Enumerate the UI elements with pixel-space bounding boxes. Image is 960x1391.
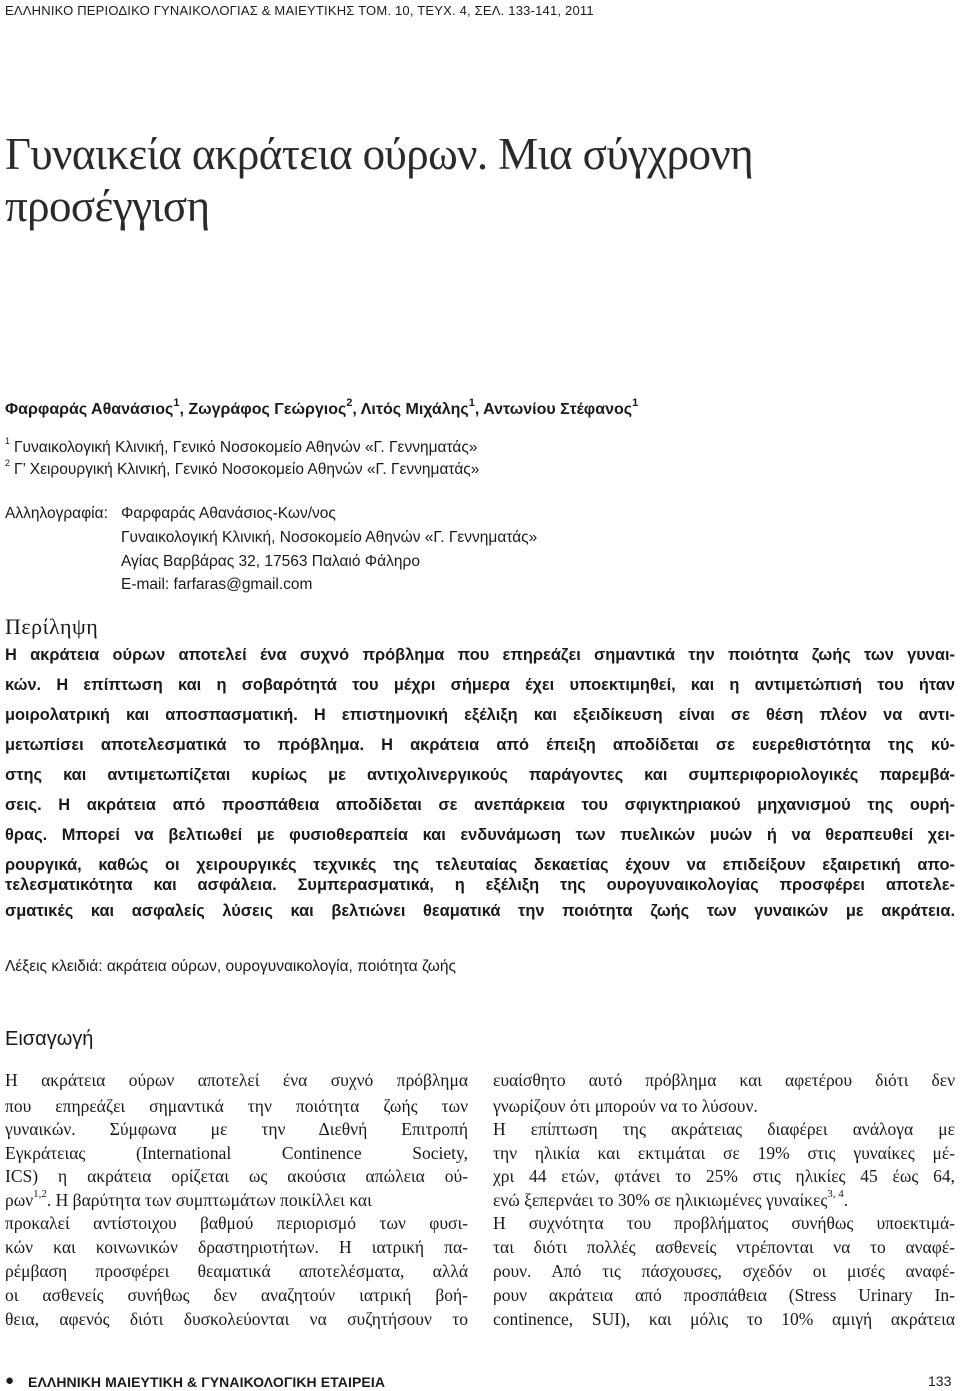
footer-bullet-icon: ● <box>5 1372 15 1389</box>
correspondence-email[interactable]: E-mail: farfaras@gmail.com <box>121 576 313 593</box>
citation: 3, 4 <box>827 1188 844 1201</box>
author-affiliation-mark: 2 <box>346 396 353 409</box>
abstract-line: στης και αντιμετωπίζεται κυρίως με αντιχολινεργικούς παράγοντες και συμπεριφοριολογικές παρεμβά- <box>5 766 955 784</box>
intro-text: . <box>843 1190 849 1210</box>
abstract-heading: Περίληψη <box>5 614 99 639</box>
intro-right-line: Η επίπτωση της ακράτειας διαφέρει ανάλογα με <box>493 1119 955 1139</box>
correspondence-name: Φαρφαράς Αθανάσιος-Κων/νος <box>121 505 336 522</box>
intro-right-line: continence, SUI), και μόλις το 10% αμιγή ακράτεια <box>493 1309 955 1329</box>
footer-society-name: ΕΛΛΗΝΙΚΗ ΜΑΙΕΥΤΙΚΗ & ΓΥΝΑΙΚΟΛΟΓΙΚΗ ΕΤΑΙΡΕΙΑ <box>28 1374 386 1390</box>
abstract-line: μετωπίσει αποτελεσματικά το πρόβλημα. Η ακράτεια από έπειξη αποδίδεται σε ευερεθιστότητα της κύ- <box>5 736 955 754</box>
intro-left-line: θεια, αφενός διότι δυσκολεύονται να συζητήσουν το <box>5 1309 468 1329</box>
abstract-line: σματικές και ασφαλείς λύσεις και βελτιώνει θεαματικά την ποιότητα ζωής των γυναικών με ακράτεια. <box>5 902 955 920</box>
intro-left-line: ρέμβαση προσφέρει θεαματικά αποτελέσματα, αλλά <box>5 1261 468 1281</box>
abstract-line: κών. Η επίπτωση και η σοβαρότητά του μέχρι σήμερα έχει υποεκτιμηθεί, και η αντιμετώπισή του ήταν <box>5 676 955 694</box>
affiliation-2 <box>5 457 480 479</box>
intro-right-line: χρι 44 ετών, φτάνει το 25% στις ηλικίες 45 έως 64, <box>493 1166 955 1186</box>
abstract-line: θρας. Μπορεί να βελτιωθεί με φυσιοθεραπεία και ενδυνάμωση των πυελικών μυών ή να θεραπευθεί χει- <box>5 826 955 844</box>
intro-right-line: ρουν. Από τις πάσχουσες, σχεδόν οι μισές αναφέ- <box>493 1261 955 1281</box>
affiliation-1 <box>5 435 478 457</box>
intro-text: ρων <box>5 1190 34 1210</box>
introduction-heading: Εισαγωγή <box>5 1028 94 1050</box>
author-name: , Αντωνίου Στέφανος <box>474 401 633 418</box>
affiliation-number: 2 <box>5 457 11 468</box>
abstract-line: τελεσματικότητα και ασφάλεια. Συμπερασματικά, η εξέλιξη της ουρογυναικολογίας προσφέρει αποτελε- <box>5 876 955 894</box>
correspondence-institution: Γυναικολογική Κλινική, Νοσοκομείο Αθηνών «Γ. Γεννηματάς» <box>121 529 538 546</box>
intro-right-line <box>493 1190 955 1211</box>
intro-right-line: ευαίσθητο αυτό πρόβλημα και αφετέρου διότι δεν <box>493 1070 955 1090</box>
abstract-line: μοιρολατρική και αποσπασματική. Η επιστημονική εξέλιξη και εξειδίκευση είναι σε θέση πλέον να αντι- <box>5 706 955 724</box>
intro-right-line: ται διότι πολλές ασθενείς ντρέπονται να το αναφέ- <box>493 1237 955 1257</box>
abstract-line: ρουργικά, καθώς οι χειρουργικές τεχνικές της τελευταίας δεκαετίας έχουν να επιδείξουν εξαιρετική απο- <box>5 856 955 874</box>
abstract-line: σεις. Η ακράτεια από προσπάθεια αποδίδεται σε ανεπάρκεια του σφιγκτηριακού μηχανισμού της ουρή- <box>5 796 955 814</box>
keywords: Λέξεις κλειδιά: ακράτεια ούρων, ουρογυναικολογία, ποιότητα ζωής <box>5 958 456 975</box>
intro-left-line: κών και κοινωνικών δραστηριοτήτων. Η ιατρική πα- <box>5 1237 468 1257</box>
abstract-line: Η ακράτεια ούρων αποτελεί ένα συχνό πρόβλημα που επηρεάζει σημαντικά την ποιότητα ζωής των γυναι- <box>5 646 955 664</box>
citation: 1,2 <box>33 1188 47 1201</box>
intro-left-line: που επηρεάζει σημαντικά την ποιότητα ζωής των <box>5 1096 468 1116</box>
intro-left-line: ICS) η ακράτεια ορίζεται ως ακούσια απώλεια ού- <box>5 1166 468 1186</box>
author-affiliation-mark: 1 <box>173 396 180 409</box>
author-affiliation-mark: 1 <box>632 396 639 409</box>
journal-header: ΕΛΛΗΝΙΚΟ ΠΕΡΙΟΔΙΚΟ ΓΥΝΑΙΚΟΛΟΓΙΑΣ & ΜΑΙΕΥΤΙΚΗΣ ΤΟΜ. 10, ΤΕΥΧ. 4, ΣΕΛ. 133-141, 2011 <box>5 3 594 18</box>
article-title: Γυναικεία ακράτεια ούρων. Μια σύγχρονη προσέγγιση <box>5 129 754 231</box>
intro-left-line: προκαλεί αντίστοιχου βαθμού περιορισμό των φυσι- <box>5 1213 468 1233</box>
author-name: , Λιτός Μιχάλης <box>352 401 469 418</box>
intro-right-line: ρουν ακράτεια από προσπάθεια (Stress Urinary In- <box>493 1285 955 1305</box>
intro-left-line: Η ακράτεια ούρων αποτελεί ένα συχνό πρόβλημα <box>5 1070 468 1090</box>
author-list <box>5 396 639 419</box>
author-name: , Ζωγράφος Γεώργιος <box>179 401 347 418</box>
intro-right-line: Η συχνότητα του προβλήματος συνήθως υποεκτιμά- <box>493 1213 955 1233</box>
author-name: Φαρφαράς Αθανάσιος <box>5 401 174 418</box>
affiliation-text: Γ’ Χειρουργική Κλινική, Γενικό Νοσοκομείο Αθηνών «Γ. Γεννηματάς» <box>14 461 480 478</box>
author-affiliation-mark: 1 <box>468 396 475 409</box>
intro-left-line: οι ασθενείς συνήθως δεν αναζητούν ιατρική βοή- <box>5 1285 468 1305</box>
intro-right-line: την ηλικία και εκτιμάται σε 19% στις γυναίκες μέ- <box>493 1143 955 1163</box>
correspondence-address: Αγίας Βαρβάρας 32, 17563 Παλαιό Φάληρο <box>121 553 420 570</box>
intro-text: . Η βαρύτητα των συμπτωμάτων ποικίλλει και <box>46 1190 372 1210</box>
intro-left-line <box>5 1190 468 1211</box>
affiliation-number: 1 <box>5 435 11 446</box>
page-number: 133 <box>928 1373 952 1389</box>
intro-left-line: Εγκράτειας (International Continence Society, <box>5 1143 468 1163</box>
intro-left-line: γυναικών. Σύμφωνα με την Διεθνή Επιτροπή <box>5 1119 468 1139</box>
intro-text: ενώ ξεπερνάει το 30% σε ηλικιωμένες γυναίκες <box>493 1190 828 1210</box>
affiliation-text: Γυναικολογική Κλινική, Γενικό Νοσοκομείο Αθηνών «Γ. Γεννηματάς» <box>14 439 478 456</box>
correspondence-label: Αλληλογραφία: <box>5 505 108 522</box>
intro-right-line: γνωρίζουν ότι μπορούν να το λύσουν. <box>493 1096 758 1116</box>
